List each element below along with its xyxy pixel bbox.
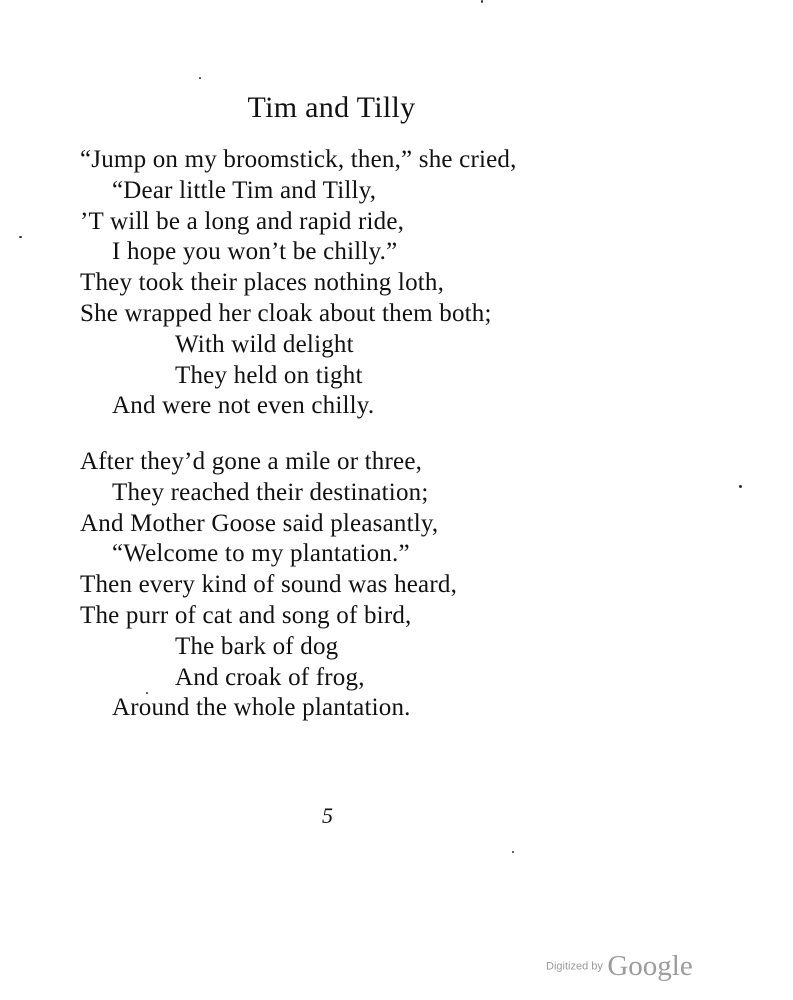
scan-speck <box>481 0 483 3</box>
poem-line: Then every kind of sound was heard, <box>80 571 458 599</box>
poem-line: And croak of frog, <box>175 663 365 691</box>
poem-line: I hope you won’t be chilly.” <box>112 238 398 266</box>
stanza-1 <box>80 145 517 422</box>
poem-line: They took their places nothing loth, <box>80 269 445 297</box>
poem-line: Around the whole plantation. <box>112 694 411 722</box>
scan-speck <box>199 77 201 79</box>
scan-speck <box>512 851 514 853</box>
poem-line: With wild delight <box>175 330 354 358</box>
scan-speck <box>146 692 148 694</box>
scan-speck <box>739 485 742 488</box>
stanza-2 <box>80 447 457 724</box>
poem-title: Tim and Tilly <box>247 91 416 124</box>
watermark-prefix: Digitized by <box>546 960 603 973</box>
page-number: 5 <box>322 803 333 828</box>
poem-line: She wrapped her cloak about them both; <box>80 299 492 327</box>
watermark-brand: Google <box>607 950 693 982</box>
poem-line: The purr of cat and song of bird, <box>80 601 412 629</box>
poem-line: They held on tight <box>175 361 363 389</box>
poem-line: “Jump on my broomstick, then,” she cried, <box>80 146 517 173</box>
scan-speck <box>19 236 22 238</box>
poem-line: “Dear little Tim and Tilly, <box>112 176 377 204</box>
poem-line: And Mother Goose said pleasantly, <box>80 509 439 537</box>
poem-line: The bark of dog <box>175 632 339 660</box>
poem-line: They reached their destination; <box>112 478 429 506</box>
digitized-watermark <box>546 950 716 983</box>
poem-line: And were not even chilly. <box>112 392 375 420</box>
poem-line: After they’d gone a mile or three, <box>80 448 423 475</box>
poem-line: ’T will be a long and rapid ride, <box>80 207 405 235</box>
poem-line: “Welcome to my plantation.” <box>112 540 410 568</box>
